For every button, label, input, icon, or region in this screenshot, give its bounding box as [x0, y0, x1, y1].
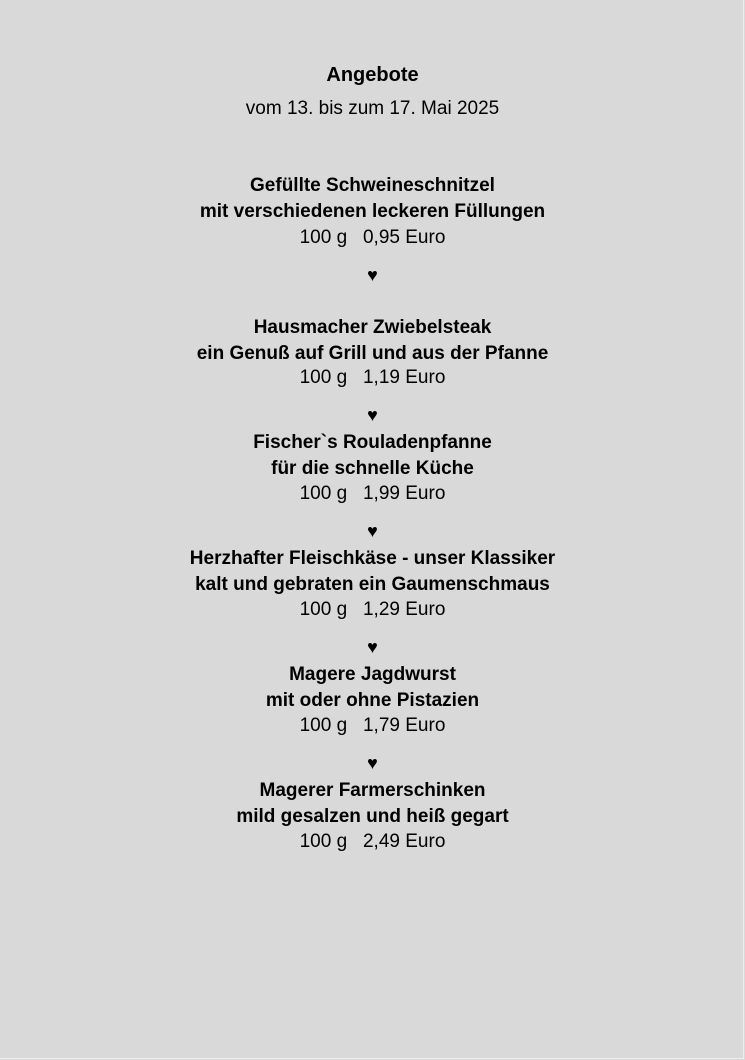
offer-2-price: 100 g 1,19 Euro	[299, 367, 446, 388]
offer-1-price: 100 g 0,95 Euro	[299, 227, 446, 248]
heart-separator-icon: ♥	[367, 405, 378, 425]
page-title: Angebote	[326, 64, 419, 86]
offer-6-price: 100 g 2,49 Euro	[299, 831, 446, 852]
offer-6-name: Magerer Farmerschinken	[259, 780, 486, 801]
heart-separator-icon: ♥	[367, 265, 378, 285]
offer-5-price: 100 g 1,79 Euro	[299, 715, 446, 736]
date-range: vom 13. bis zum 17. Mai 2025	[245, 98, 500, 119]
offer-2-name: Hausmacher Zwiebelsteak	[253, 317, 492, 338]
heart-separator-icon: ♥	[367, 637, 378, 657]
offer-3-name: Fischer`s Rouladenpfanne	[253, 432, 492, 453]
heart-separator-icon: ♥	[367, 521, 378, 541]
offer-6-description: mild gesalzen und heiß gegart	[236, 806, 509, 827]
offer-5-name: Magere Jagdwurst	[289, 664, 456, 685]
offer-4-description: kalt und gebraten ein Gaumenschmaus	[195, 574, 550, 595]
offer-2-description: ein Genuß auf Grill und aus der Pfanne	[196, 343, 549, 364]
offer-4-name: Herzhafter Fleischkäse - unser Klassiker	[189, 548, 556, 569]
offer-5-description: mit oder ohne Pistazien	[265, 690, 480, 711]
offer-3-price: 100 g 1,99 Euro	[299, 483, 446, 504]
offer-4-price: 100 g 1,29 Euro	[299, 599, 446, 620]
heart-separator-icon: ♥	[367, 753, 378, 773]
offer-1-name: Gefüllte Schweineschnitzel	[250, 175, 495, 196]
offer-1-description: mit verschiedenen leckeren Füllungen	[199, 201, 546, 222]
offer-3-description: für die schnelle Küche	[271, 458, 474, 479]
